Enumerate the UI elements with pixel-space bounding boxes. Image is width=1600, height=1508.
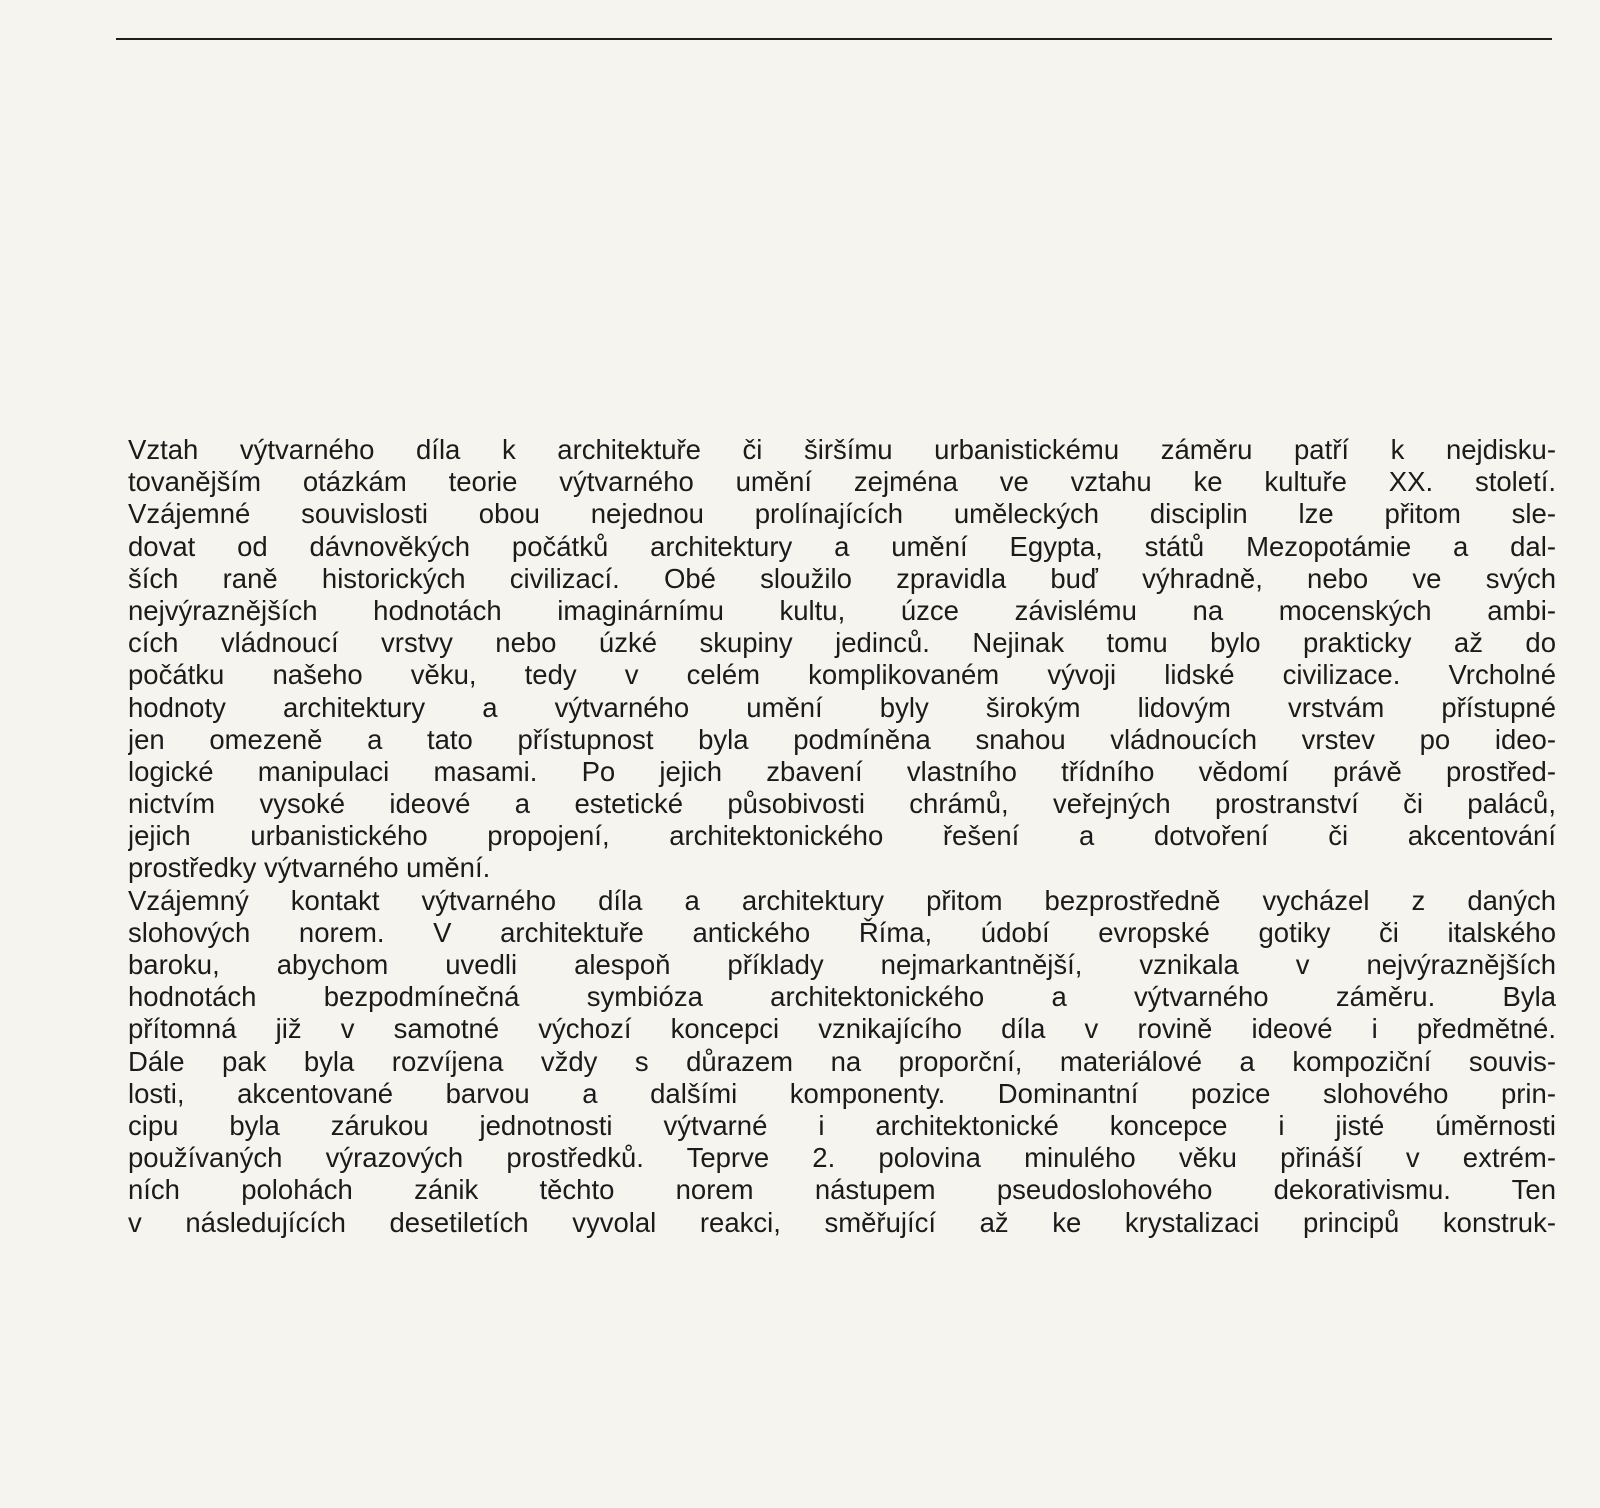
text-line: v následujících desetiletích vyvolal reakci, směřující až ke krystalizaci principů konstruk- (128, 1206, 1556, 1238)
text-line: baroku, abychom uvedli alespoň příklady nejmarkantnější, vznikala v nejvýraznějších (128, 949, 1556, 980)
body-text (128, 434, 1556, 1239)
text-line: dovat od dávnověkých počátků architektury a umění Egypta, států Mezopotámie a dal- (128, 530, 1556, 562)
text-line: tovanějším otázkám teorie výtvarného umění zejména ve vztahu ke kultuře XX. století. (128, 466, 1556, 498)
text-line: Vztah výtvarného díla k architektuře či širšímu urbanistickému záměru patří k nejdisku- (128, 434, 1556, 465)
text-line: jejich urbanistického propojení, architektonického řešení a dotvoření či akcentování (128, 820, 1556, 852)
text-line: cích vládnoucí vrstvy nebo úzké skupiny jedinců. Nejinak tomu bylo prakticky až do (128, 627, 1556, 659)
text-line: hodnoty architektury a výtvarného umění byly širokým lidovým vrstvám přístupné (128, 691, 1556, 723)
text-line: hodnotách bezpodmínečná symbióza architektonického a výtvarného záměru. Byla (128, 981, 1556, 1013)
text-line: logické manipulaci masami. Po jejich zbavení vlastního třídního vědomí právě prostřed- (128, 755, 1556, 787)
top-rule (116, 38, 1552, 40)
text-line: ních polohách zánik těchto norem nástupem pseudoslohového dekorativismu. Ten (128, 1174, 1556, 1206)
text-line: losti, akcentované barvou a dalšími komponenty. Dominantní pozice slohového prin- (128, 1077, 1556, 1109)
text-line: Dále pak byla rozvíjena vždy s důrazem na proporční, materiálové a kompoziční souvis- (128, 1045, 1556, 1077)
text-line: cipu byla zárukou jednotnosti výtvarné i architektonické koncepce i jisté úměrnosti (128, 1109, 1556, 1141)
text-line: Vzájemné souvislosti obou nejednou prolínajících uměleckých disciplin lze přitom sle- (128, 498, 1556, 530)
text-line: jen omezeně a tato přístupnost byla podmíněna snahou vládnoucích vrstev po ideo- (128, 723, 1556, 755)
text-line: slohových norem. V architektuře antického Říma, údobí evropské gotiky či italského (128, 916, 1556, 948)
text-line: používaných výrazových prostředků. Teprve 2. polovina minulého věku přináší v extrém- (128, 1142, 1556, 1174)
text-line: počátku našeho věku, tedy v celém komplikovaném vývoji lidské civilizace. Vrcholné (128, 659, 1556, 691)
text-line: ších raně historických civilizací. Obé sloužilo zpravidla buď výhradně, nebo ve svých (128, 562, 1556, 594)
text-line: nejvýraznějších hodnotách imaginárnímu kultu, úzce závislému na mocenských ambi- (128, 594, 1556, 626)
text-line: přítomná již v samotné výchozí koncepci vznikajícího díla v rovině ideové i předmětné. (128, 1013, 1556, 1045)
text-line: nictvím vysoké ideové a estetické působivosti chrámů, veřejných prostranství či paláců, (128, 788, 1556, 820)
text-line: prostředky výtvarného umění. (128, 852, 491, 884)
text-line: Vzájemný kontakt výtvarného díla a architektury přitom bezprostředně vycházel z daných (128, 884, 1556, 916)
